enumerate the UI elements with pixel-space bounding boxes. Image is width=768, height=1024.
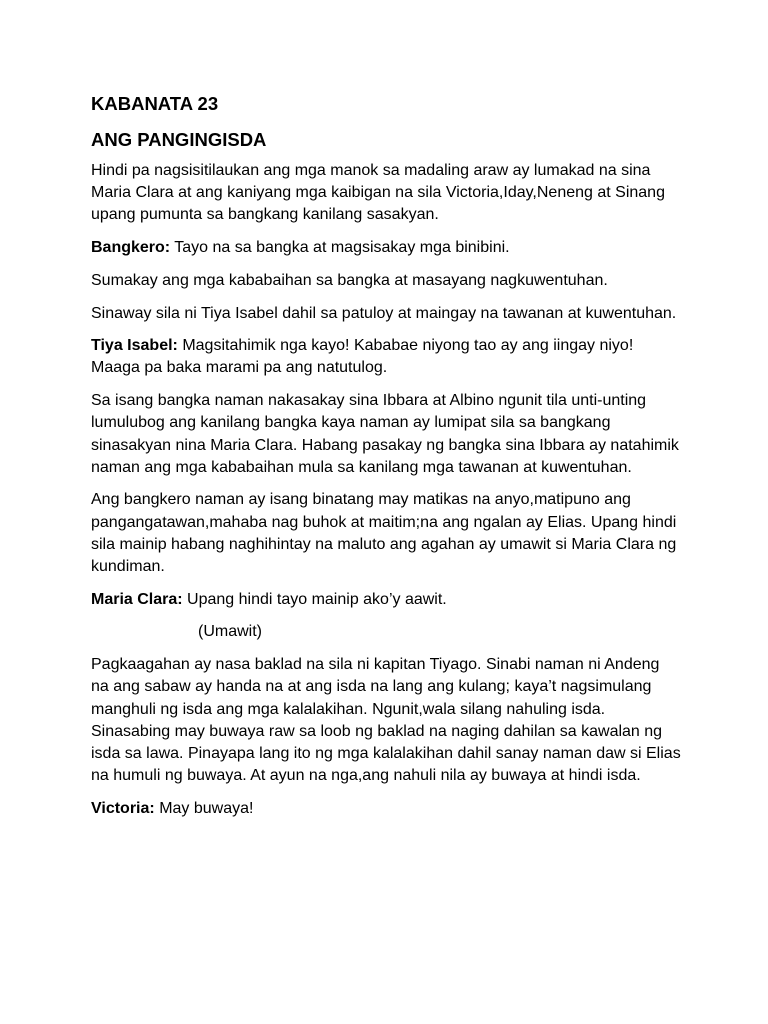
paragraph — [91, 489, 681, 578]
chapter-title: ANG PANGINGISDA — [91, 129, 267, 150]
paragraph-text: Sumakay ang mga kababaihan sa bangka at masayang nagkuwentuhan. — [91, 271, 608, 289]
speaker-name: Victoria: — [91, 799, 155, 817]
paragraph-text: Sinaway sila ni Tiya Isabel dahil sa patuloy at maingay na tawanan at kuwentuhan. — [91, 304, 677, 322]
paragraph — [91, 270, 681, 292]
chapter-number: KABANATA 23 — [91, 93, 219, 114]
dialogue-line — [91, 798, 681, 820]
dialogue-text: Tayo na sa bangka at magsisakay mga binibini. — [174, 239, 510, 257]
stage-direction: (Umawit) — [198, 623, 262, 641]
paragraph-text: Ang bangkero naman ay isang binatang may matikas na anyo,matipuno ang pangangatawan,mahaba nag buhok at maitim;na ang ngalan ay Elias. Upang hindi sila mainip habang naghihintay na maluto ang agahan ay umawit si Maria Clara ng kundiman. — [91, 491, 677, 576]
paragraph — [91, 160, 681, 227]
paragraph — [91, 303, 681, 325]
dialogue-line — [91, 589, 681, 611]
speaker-name: Tiya Isabel: — [91, 337, 178, 355]
paragraph — [91, 390, 681, 479]
dialogue-text: Magsitahimik nga kayo! Kababae niyong tao ay ang iingay niyo! Maaga pa baka marami pa ang natutulog. — [91, 337, 634, 377]
paragraph-text: Sa isang bangka naman nakasakay sina Ibbara at Albino ngunit tila unti-unting lumulubog ang kanilang bangka kaya naman ay lumipat sila sa bangkang sinasakyan nina Maria Clara. Habang pasakay ng bangka sina Ibbara ay natahimik naman ang mga kababaihan mula sa kanilang mga tawanan at kuwentuhan. — [91, 392, 679, 476]
paragraph-text: Hindi pa nagsisitilaukan ang mga manok sa madaling araw ay lumakad na sina Maria Clara at ang kaniyang mga kaibigan na sila Victoria,Iday,Neneng at Sinang upang pumunta sa bangkang kanilang sasakyan. — [91, 162, 665, 224]
dialogue-line — [91, 335, 681, 379]
dialogue-line — [91, 237, 681, 259]
speaker-name: Maria Clara: — [91, 590, 183, 608]
dialogue-text: May buwaya! — [159, 799, 254, 817]
paragraph-text: Pagkaagahan ay nasa baklad na sila ni kapitan Tiyago. Sinabi naman ni Andeng na ang sabaw ay handa na at ang isda na lang ang kulang; kaya’t nagsimulang manghuli ng isda ang mga kalalakihan. Ngunit,wala silang nahuling isda. Sinasabing may buwaya raw sa loob ng baklad na naging dahilan sa kawalan ng isda sa lawa. Pinayapa lang ito ng mga kalalakihan dahil sanay naman daw si Elias na humuli ng buwaya. At ayun na nga,ang nahuli nila ay buwaya at hindi isda. — [91, 656, 681, 785]
dialogue-text: Upang hindi tayo mainip ako’y aawit. — [187, 590, 447, 608]
speaker-name: Bangkero: — [91, 239, 171, 257]
document-body — [91, 91, 681, 831]
paragraph — [91, 654, 681, 787]
